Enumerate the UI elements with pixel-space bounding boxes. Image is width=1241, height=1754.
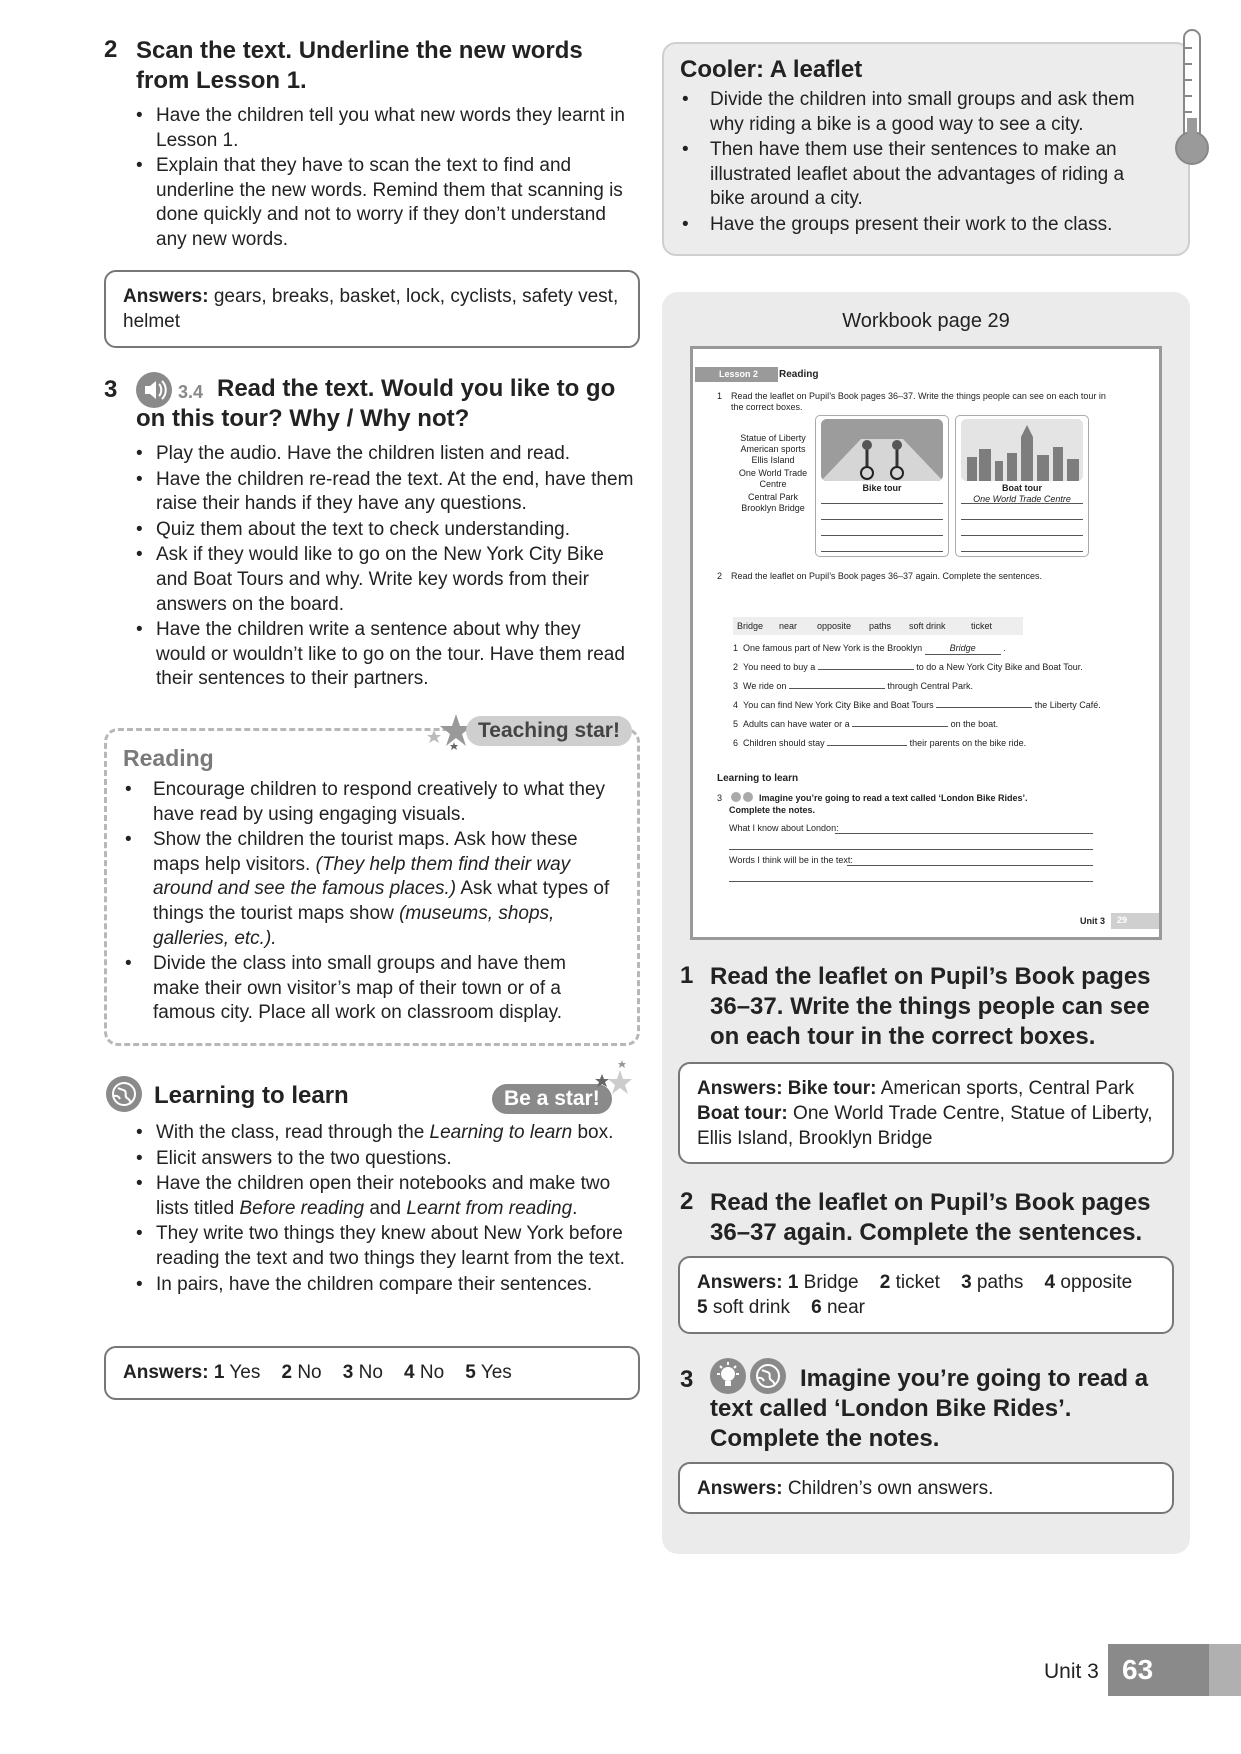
sentence-number: 3 (733, 681, 739, 691)
sentence-text: You can find New York City Bike and Boat Tours (743, 700, 934, 710)
sentence-text: their parents on the bike ride. (909, 738, 1027, 748)
cooler-title: Cooler: A leaflet (680, 56, 863, 83)
answer-value: opposite (1060, 1272, 1133, 1293)
workbook-caption: Workbook page 29 (842, 310, 1010, 332)
thermometer-icon (1172, 28, 1212, 173)
text-span: . (572, 1197, 578, 1219)
list-item: • Divide the class into small groups and have them make their own visitor’s map of their town or of a famous city. Place all work on classroom display. (123, 952, 613, 1026)
workbook-page-number: 29 (1111, 913, 1159, 929)
sentence (733, 719, 998, 730)
bike-tour-label: Bike tour (862, 483, 902, 493)
know-label: What I know about London: (729, 823, 839, 833)
answer-value: No (419, 1362, 445, 1383)
footer-page-number (1108, 1644, 1241, 1696)
sentence-text: the Liberty Café. (1034, 700, 1101, 710)
lightbulb-icon (731, 792, 741, 802)
star-cluster-icon (588, 1060, 636, 1107)
learning-to-learn-title: Learning to learn (154, 1082, 349, 1109)
q3-text-2: Complete the notes. (729, 805, 816, 815)
wb-q3-title: Imagine you’re going to read a text called ‘London Bike Rides’. Complete the notes. (710, 1365, 1149, 1452)
list-item: • Ask if they would like to go on the New York City Bike and Boat Tours and why. Write key words from their answers on the board. (134, 543, 634, 617)
teaching-star-title: Reading (123, 745, 214, 771)
wb-q3-number: 3 (680, 1366, 694, 1393)
boat-tour-label: Boat tour (1002, 483, 1042, 493)
text-span: Have the children open their notebooks and make two lists titled (156, 1173, 611, 1219)
list-item: Brooklyn Bridge (741, 503, 805, 513)
globe-icon (106, 1076, 142, 1112)
list-item (123, 828, 613, 951)
sentence-number: 2 (733, 662, 739, 672)
answers-text: Children’s own answers. (787, 1478, 994, 1499)
answers-label: Answers: (697, 1478, 783, 1499)
text-span: With the class, read through the (156, 1122, 425, 1143)
lesson-tag: Lesson 2 (695, 367, 778, 382)
sentence-text: You need to buy a (743, 662, 816, 672)
places-list (723, 433, 823, 514)
text-span: Ask what types of things the tourist maps show (153, 878, 610, 924)
word-chip: paths (869, 621, 892, 631)
list-item: Ellis Island (751, 455, 795, 465)
learning-answers (104, 1346, 640, 1400)
list-item: • Elicit answers to the two questions. (134, 1147, 640, 1172)
page-number: 63 (1122, 1654, 1154, 1685)
text-span: Show the children the tourist maps. Ask how these maps help visitors. (153, 829, 578, 875)
q3-number: 3 (717, 793, 723, 803)
section-2-bullets (134, 104, 634, 254)
sentence-text: . (1003, 643, 1006, 653)
list-item: • Play the audio. Have the children listen and read. (134, 442, 634, 467)
workbook-page-thumbnail (690, 346, 1162, 940)
teaching-star-badge: Teaching star! (466, 716, 632, 746)
answer-value: Yes (229, 1362, 261, 1383)
sentence-number: 4 (733, 700, 739, 710)
sentence-text: One famous part of New York is the Brooklyn (743, 643, 923, 653)
q3-text: Imagine you’re going to read a text called ‘London Bike Rides’. (759, 793, 1028, 803)
boat-tour-example: One World Trade Centre (973, 494, 1071, 504)
list-item: • Have the groups present their work to the class. (680, 213, 1150, 238)
answer-number: 4 (1044, 1272, 1056, 1293)
footer-unit: Unit 3 (1044, 1660, 1099, 1683)
section-3-bullets (134, 442, 634, 693)
answers-label: Answers: (123, 1362, 209, 1383)
answer-value: ticket (895, 1272, 940, 1293)
lesson-title: Reading (779, 369, 819, 380)
answer-value: No (297, 1362, 322, 1383)
answers-label: Answers: Bike tour: (697, 1078, 877, 1099)
answer-value: Bridge (803, 1272, 859, 1293)
globe-icon (743, 792, 753, 802)
be-a-star-badge: Be a star! (492, 1084, 612, 1114)
answer-number: 1 (787, 1272, 799, 1293)
word-chip: soft drink (909, 621, 946, 631)
list-item: • Encourage children to respond creatively to what they have read by using engaging visuals. (123, 778, 613, 827)
answer-number: 2 (281, 1362, 293, 1383)
words-label: Words I think will be in the text: (729, 855, 853, 865)
answers-label: Answers: (697, 1272, 783, 1293)
list-item: • They write two things they knew about New York before reading the text and two things they learnt from the text. (134, 1222, 640, 1271)
word-chip: ticket (971, 621, 993, 631)
sentence-number: 1 (733, 643, 739, 653)
wb-q1-answers (678, 1062, 1174, 1164)
sentence (733, 662, 1083, 673)
learning-to-learn-bullets (134, 1121, 640, 1298)
sentence (733, 738, 1026, 749)
wb-q1-title: Read the leaflet on Pupil’s Book pages 36–37. Write the things people can see on each tour in the correct boxes. (710, 963, 1151, 1050)
list-item: American sports (740, 444, 806, 454)
list-item: • Divide the children into small groups and ask them why riding a bike is a good way to see a city. (680, 88, 1150, 137)
answer-number: 6 (811, 1297, 822, 1318)
sentence-text: on the boat. (950, 719, 999, 729)
bike-tour-photo (821, 419, 943, 481)
section-2-number: 2 (104, 36, 118, 63)
list-item: • Then have them use their sentences to make an illustrated leaflet about the advantages of riding a bike around a city. (680, 138, 1150, 212)
blank-line (852, 726, 948, 727)
answers-text: One World Trade Centre, Statue of Liberty, Ellis Island, Brooklyn Bridge (697, 1103, 1153, 1149)
answer-number: 5 (465, 1362, 476, 1383)
text-span: box. (577, 1122, 614, 1143)
list-item: • Have the children tell you what new words they learnt in Lesson 1. (134, 104, 634, 153)
list-item: • Quiz them about the text to check understanding. (134, 518, 634, 543)
wb-q2-answers (678, 1256, 1174, 1334)
q2-number: 2 (717, 571, 723, 581)
sentence-text: to do a New York City Bike and Boat Tour. (916, 662, 1083, 672)
sentence (733, 643, 1006, 655)
italic-span: Before reading (239, 1197, 365, 1219)
sentence-number: 5 (733, 719, 739, 729)
audio-track-number: 3.4 (178, 382, 204, 402)
wb-q3-answers (678, 1462, 1174, 1514)
blank-line (936, 707, 1032, 708)
answer-value: No (358, 1362, 383, 1383)
answer-number: 3 (342, 1362, 354, 1383)
answer-value: near (826, 1297, 865, 1318)
wb-q2-title: Read the leaflet on Pupil’s Book pages 36–37 again. Complete the sentences. (710, 1189, 1151, 1246)
sentence-text: Children should stay (743, 738, 825, 748)
sentence-text: through Central Park. (887, 681, 973, 691)
italic-span: (They help them find their way around and see the famous places.) (153, 853, 571, 900)
list-item: • Explain that they have to scan the text to find and underline the new words. Remind them that scanning is done quickly and not to worry if they don’t understand any new words. (134, 154, 634, 252)
word-chip: opposite (817, 621, 852, 631)
section-2-title: Scan the text. Underline the new words from Lesson 1. (136, 37, 583, 94)
sentence-text: Adults can have water or a (743, 719, 850, 729)
sentence (733, 681, 973, 692)
wb-q2-number: 2 (680, 1188, 694, 1215)
sentence-example: Bridge (925, 643, 1001, 655)
answer-value: paths (976, 1272, 1024, 1293)
section-3-number: 3 (104, 376, 118, 403)
answers-text: American sports, Central Park (880, 1078, 1135, 1099)
list-item: • Have the children write a sentence about why they would or wouldn’t like to go on the tour. Have them read their sentences to their partners. (134, 618, 634, 692)
list-item (134, 1121, 640, 1146)
answers-text: gears, breaks, basket, lock, cyclists, safety vest, helmet (123, 286, 619, 332)
text-span: and (369, 1197, 402, 1219)
learning-to-learn-heading: Learning to learn (717, 773, 799, 784)
italic-span: (museums, shops, galleries, etc.). (153, 902, 555, 949)
answer-number: 4 (404, 1362, 415, 1383)
list-item: One World Trade Centre (738, 468, 808, 489)
sentence (733, 700, 1101, 711)
blank-line (818, 669, 914, 670)
section-2-answers (104, 270, 640, 348)
list-item: Central Park (747, 492, 799, 502)
wb-q1-number: 1 (680, 962, 694, 989)
answers-label: Answers: (123, 286, 209, 307)
sentence-number: 6 (733, 738, 739, 748)
q2-text: Read the leaflet on Pupil’s Book pages 36–37 again. Complete the sentences. (731, 571, 1043, 581)
q1-number: 1 (717, 391, 723, 401)
list-item: • Have the children re-read the text. At the end, have them raise their hands if they have any questions. (134, 468, 634, 517)
list-item (134, 1172, 640, 1221)
answer-number: 3 (961, 1272, 972, 1293)
answer-number: 1 (213, 1362, 225, 1383)
answer-number: 5 (697, 1297, 708, 1318)
blank-line (827, 745, 907, 746)
boat-tour-photo (961, 419, 1083, 481)
sentence-text: We ride on (743, 681, 787, 691)
word-chip: Bridge (737, 621, 764, 631)
list-item: Statue of Liberty (740, 433, 806, 443)
blank-line (789, 688, 885, 689)
italic-span: Learning to learn (429, 1122, 573, 1143)
italic-span: Learnt from reading (406, 1197, 573, 1219)
teaching-star-box (104, 728, 640, 1046)
word-chip: near (779, 621, 798, 631)
answers-label: Boat tour: (697, 1103, 788, 1124)
q1-text: Read the leaflet on Pupil’s Book pages 36–37. Write the things people can see on each tour in the correct boxes. (731, 391, 1106, 412)
section-3-title: Read the text. Would you like to go on this tour? Why / Why not? (136, 375, 616, 432)
answer-value: soft drink (712, 1297, 790, 1318)
answer-number: 2 (879, 1272, 891, 1293)
workbook-unit: Unit 3 (1079, 916, 1105, 926)
list-item: • In pairs, have the children compare their sentences. (134, 1273, 640, 1298)
cooler-box (662, 42, 1190, 256)
answer-value: Yes (480, 1362, 512, 1383)
word-bank (733, 617, 1023, 635)
